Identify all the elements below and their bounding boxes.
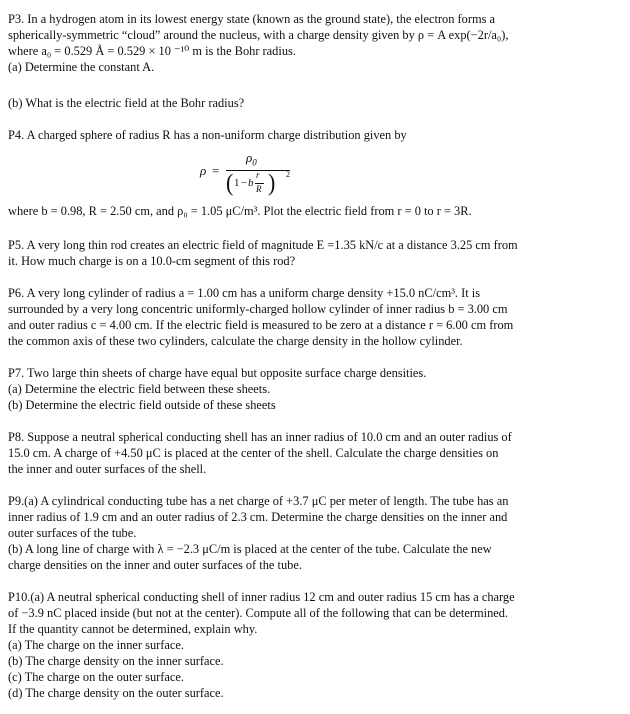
p7-part-a: (a) Determine the electric field between these sheets. (8, 382, 271, 396)
p10-part-c: (c) The charge on the outer surface. (8, 670, 185, 684)
formula-rho: ρ (200, 163, 207, 178)
p5-line-2: it. How much charge is on a 10.0-cm segment of this rod? (8, 254, 296, 268)
charge-density-formula (200, 150, 310, 200)
p7-line-1: P7. Two large thin sheets of charge have equal but opposite surface charge densities. (8, 366, 427, 380)
formula-equals: = (212, 163, 220, 178)
p10-line-3: If the quantity cannot be determined, explain why. (8, 622, 258, 636)
p6-line-3: and outer radius c = 4.00 cm. If the electric field is measured to be zero at a distance r = 6.00 cm from (8, 318, 514, 332)
p6-line-4: the common axis of these two cylinders, calculate the charge density in the hollow cylinder. (8, 334, 463, 348)
p10-line-2: of −3.9 nC placed inside (but not at the center). Compute all of the following that can be determined. (8, 606, 509, 620)
p9-line-3: outer surfaces of the tube. (8, 526, 137, 540)
p3-line-2: spherically-symmetric “cloud” around the nucleus, with a charge density given by ρ = A exp(−2r/a₀), (8, 28, 509, 42)
p3-part-b: (b) What is the electric field at the Bohr radius? (8, 96, 245, 110)
p7-part-b: (b) Determine the electric field outside of these sheets (8, 398, 276, 412)
p10-line-1: P10.(a) A neutral spherical conducting shell of inner radius 12 cm and outer radius 15 cm has a charge (8, 590, 515, 604)
p8-line-3: the inner and outer surfaces of the shell. (8, 462, 207, 476)
p3-part-a: (a) Determine the constant A. (8, 60, 155, 74)
p3-line-3: where a₀ = 0.529 Å = 0.529 × 10 ⁻¹⁰ m is the Bohr radius. (8, 44, 296, 58)
formula-numerator: $\rho_0$ (246, 150, 257, 168)
p8-line-2: 15.0 cm. A charge of +4.50 μC is placed at the center of the shell. Calculate the charge densities on (8, 446, 499, 460)
p9-line-1: P9.(a) A cylindrical conducting tube has a net charge of +3.7 μC per meter of length. The tube has an (8, 494, 509, 508)
p10-part-b: (b) The charge density on the inner surface. (8, 654, 224, 668)
p4-line-2: where b = 0.98, R = 2.50 cm, and ρ₀ = 1.05 μC/m³. Plot the electric field from r = 0 to r = 3R. (8, 204, 472, 218)
p6-line-2: surrounded by a very long concentric uniformly-charged hollow cylinder of inner radius b = 3.00 cm (8, 302, 508, 316)
p3-line-1: P3. In a hydrogen atom in its lowest energy state (known as the ground state), the electron forms a (8, 12, 496, 26)
p9-line-2: inner radius of 1.9 cm and an outer radius of 2.3 cm. Determine the charge densities on the inner and (8, 510, 508, 524)
p8-line-1: P8. Suppose a neutral spherical conducting shell has an inner radius of 10.0 cm and an outer radius of (8, 430, 512, 444)
p4-line-1: P4. A charged sphere of radius R has a non-uniform charge distribution given by (8, 128, 407, 142)
p9-part-b-1: (b) A long line of charge with λ = −2.3 μC/m is placed at the center of the tube. Calculate the new (8, 542, 492, 556)
p6-line-1: P6. A very long cylinder of radius a = 1.00 cm has a uniform charge density +15.0 nC/cm³. It is (8, 286, 481, 300)
p10-part-d: (d) The charge density on the outer surface. (8, 686, 224, 700)
p10-part-a: (a) The charge on the inner surface. (8, 638, 185, 652)
p9-part-b-2: charge densities on the inner and outer surfaces of the tube. (8, 558, 302, 572)
formula-denominator: ( 1 − b r R ) 2 (226, 168, 290, 197)
p5-line-1: P5. A very long thin rod creates an electric field of magnitude E =1.35 kN/c at a distance 3.25 cm from (8, 238, 518, 252)
